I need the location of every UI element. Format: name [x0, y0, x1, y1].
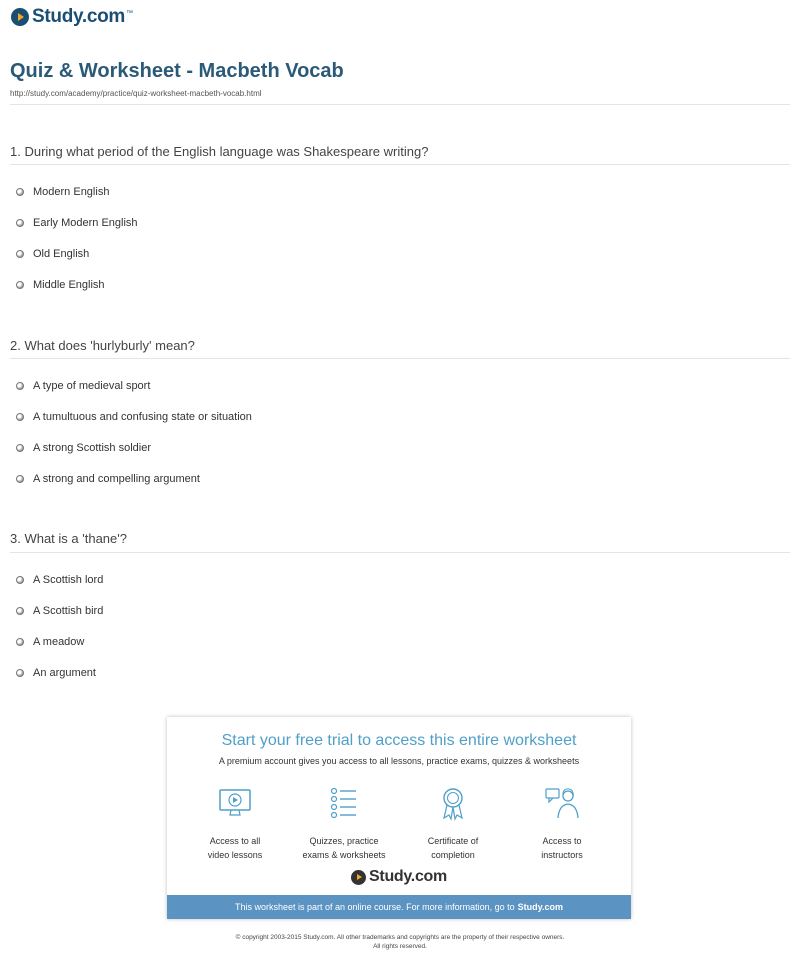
brand-name: Study.com — [32, 6, 126, 27]
radio-button-icon[interactable] — [16, 669, 24, 677]
radio-button-icon[interactable] — [16, 188, 24, 196]
feature-instructors — [512, 785, 612, 862]
promo-bar-text: This worksheet is part of an online course. For more information, go to — [235, 902, 515, 912]
question-divider — [10, 164, 790, 165]
copyright-line: © copyright 2003-2015 Study.com. All other trademarks and copyrights are the property of their respective owners. — [235, 934, 565, 941]
answer-option[interactable] — [16, 574, 103, 586]
question-3: 3. What is a 'thane'? — [10, 531, 127, 546]
feature-video-lessons — [185, 785, 285, 862]
question-2: 2. What does 'hurlyburly' mean? — [10, 338, 195, 353]
promo-subhead: A premium account gives you access to all lessons, practice exams, quizzes & worksheets — [218, 756, 580, 766]
option-label: A strong and compelling argument — [33, 473, 200, 485]
option-label: An argument — [33, 667, 96, 679]
option-label: A meadow — [33, 636, 85, 648]
option-label: A Scottish bird — [33, 605, 104, 617]
rights-line: All rights reserved. — [373, 943, 427, 950]
radio-button-icon[interactable] — [16, 607, 24, 615]
answer-option[interactable] — [16, 248, 89, 260]
radio-button-icon[interactable] — [16, 444, 24, 452]
answer-option[interactable] — [16, 473, 200, 485]
study-logo[interactable] — [11, 6, 133, 28]
radio-button-icon[interactable] — [16, 638, 24, 646]
feature-label: Quizzes, practice exams & worksheets — [302, 836, 386, 860]
answer-option[interactable] — [16, 380, 150, 392]
answer-option[interactable] — [16, 605, 103, 617]
option-label: Middle English — [33, 279, 105, 291]
brand-name: Study.com — [369, 868, 447, 885]
promo-study-logo[interactable] — [167, 868, 631, 886]
answer-option[interactable] — [16, 667, 96, 679]
radio-button-icon[interactable] — [16, 250, 24, 258]
radio-button-icon[interactable] — [16, 281, 24, 289]
promo-info-bar — [167, 895, 631, 919]
option-label: A strong Scottish soldier — [33, 442, 152, 454]
feature-quizzes — [294, 785, 394, 862]
question-divider — [10, 552, 790, 553]
option-label: Modern English — [33, 186, 110, 198]
answer-option[interactable] — [16, 217, 138, 229]
radio-button-icon[interactable] — [16, 382, 24, 390]
question-divider — [10, 358, 790, 359]
radio-button-icon[interactable] — [16, 219, 24, 227]
option-label: Early Modern English — [33, 217, 138, 229]
question-1: 1. During what period of the English language was Shakespeare writing? — [10, 144, 429, 159]
answer-option[interactable] — [16, 636, 84, 648]
feature-label: Access to instructors — [541, 836, 583, 860]
option-label: A tumultuous and confusing state or situation — [33, 411, 252, 423]
page-title: Quiz & Worksheet - Macbeth Vocab — [10, 60, 344, 82]
free-trial-promo[interactable] — [167, 717, 631, 919]
video-lesson-icon — [217, 785, 253, 821]
answer-option[interactable] — [16, 411, 252, 423]
copyright-footer — [0, 933, 800, 951]
option-label: Old English — [33, 248, 90, 260]
radio-button-icon[interactable] — [16, 576, 24, 584]
answer-option[interactable] — [16, 186, 109, 198]
feature-label: Access to all video lessons — [207, 836, 263, 860]
option-label: A Scottish lord — [33, 574, 104, 586]
feature-label: Certificate of completion — [427, 836, 479, 860]
instructor-icon — [544, 785, 580, 821]
quiz-list-icon — [326, 785, 362, 821]
trademark-mark: ™ — [126, 9, 134, 17]
certificate-icon — [435, 785, 471, 821]
study-com-link[interactable]: Study.com — [517, 902, 563, 912]
play-logo-icon — [351, 870, 366, 885]
answer-option[interactable] — [16, 279, 105, 291]
answer-option[interactable] — [16, 442, 151, 454]
header-divider — [10, 104, 790, 105]
option-label: A type of medieval sport — [33, 380, 151, 392]
page-url[interactable]: http://study.com/academy/practice/quiz-worksheet-macbeth-vocab.html — [10, 89, 262, 98]
radio-button-icon[interactable] — [16, 413, 24, 421]
radio-button-icon[interactable] — [16, 475, 24, 483]
play-logo-icon — [11, 8, 29, 26]
feature-certificate — [403, 785, 503, 862]
promo-headline[interactable]: Start your free trial to access this entire worksheet — [221, 732, 577, 749]
